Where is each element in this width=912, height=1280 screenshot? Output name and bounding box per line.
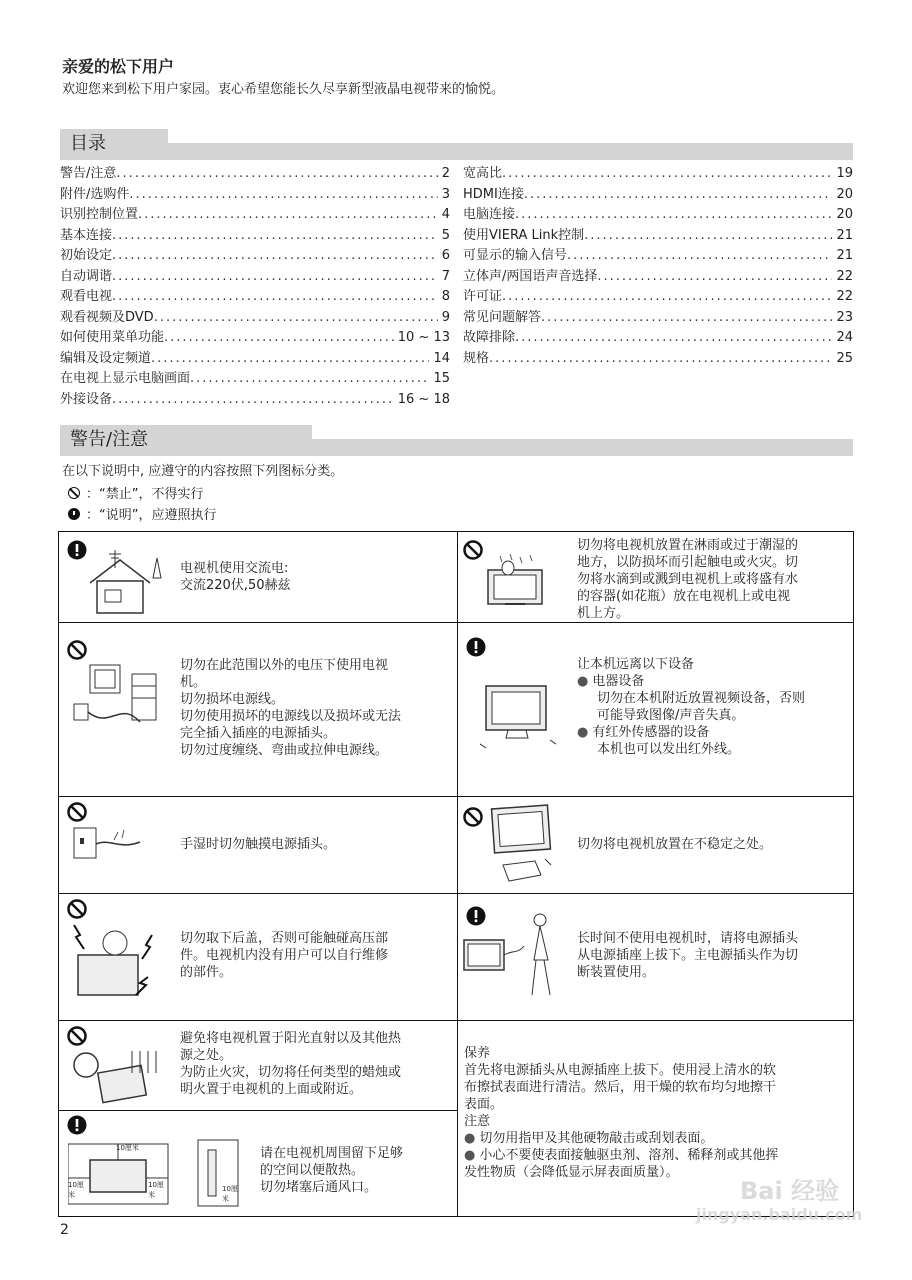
high-voltage-illustration (70, 915, 160, 1010)
text-line: 切勿将电视机放置在淋雨或过于潮湿的 (577, 538, 799, 553)
warning-heading: 警告/注意 (60, 425, 312, 455)
exclamation-icon (67, 540, 87, 560)
clearance-top-label: 10厘米 (116, 1144, 139, 1152)
toc-entry-page: 22 (836, 289, 853, 304)
toc-leader-dots (567, 246, 832, 267)
keep-away-bullet-1-text (577, 690, 805, 724)
cell-unplug (577, 930, 798, 981)
text-line: 长时间不使用电视机时，请将电源插头 (577, 931, 799, 946)
text-line: 切勿损坏电源线。 (180, 692, 285, 707)
toc-leader-dots (515, 205, 832, 226)
cell-keep-away (577, 656, 805, 758)
toc-entry[interactable] (60, 205, 450, 226)
toc-leader-dots (112, 246, 438, 267)
toc-entry-page: 16 ~ 18 (397, 391, 450, 407)
prohibit-icon (463, 807, 483, 827)
toc-entry-page: 21 (836, 248, 853, 263)
toc-entry-label: 常见问题解答 (463, 309, 542, 325)
toc-entry-label: 外接设备 (60, 391, 113, 407)
tv-rain-illustration (480, 552, 550, 614)
toc-entry-label: 基本连接 (60, 227, 113, 243)
text-line: 明火置于电视机的上面或附近。 (180, 1082, 363, 1097)
text-line: 的容器(如花瓶）放在电视机上或电视 (577, 589, 791, 604)
toc-entry-page: 9 (441, 309, 450, 325)
text-line: 从电源插座上拔下。主电源插头作为切 (577, 948, 799, 963)
toc-entry[interactable] (60, 349, 450, 370)
toc-entry-page: 24 (836, 330, 853, 345)
exclamation-icon (68, 508, 80, 520)
toc-entry-label: 电脑连接 (463, 207, 516, 222)
toc-leader-dots (584, 226, 832, 247)
baidu-watermark (690, 1165, 870, 1225)
toc-entry[interactable] (60, 246, 450, 267)
toc-right-column (463, 164, 853, 369)
cell-ac-power (180, 560, 291, 594)
text-line: 表面。 (464, 1097, 504, 1112)
text-line: 机上方。 (577, 606, 630, 621)
toc-entry-label: 观看电视 (60, 289, 113, 304)
tv-stand-illustration (480, 680, 556, 752)
text-line: 请在电视机周围留下足够 (260, 1146, 404, 1161)
toc-leader-dots (112, 226, 438, 247)
toc-entry-page: 15 (433, 371, 450, 386)
toc-leader-dots (138, 205, 438, 226)
text-line: 首先将电源插头从电源插座上拔下。使用浸上清水的软 (464, 1063, 777, 1078)
toc-entry[interactable] (463, 185, 853, 206)
text-line: 切勿过度缠绕、弯曲或拉伸电源线。 (180, 743, 389, 758)
care-note-1: ● 切勿用指甲及其他硬物敲击或刮划表面。 (464, 1130, 848, 1147)
toc-leader-dots (112, 390, 394, 411)
text-line: 布擦拭表面进行清洁。然后，用干燥的软布均匀地擦干 (464, 1080, 777, 1095)
text-line: 源之处。 (180, 1048, 233, 1063)
text-line: 切勿使用损坏的电源线以及损坏或无法 (180, 709, 402, 724)
toc-leader-dots (116, 164, 437, 185)
text-line: 勿将水滴到或溅到电视机上或将盛有水 (577, 572, 799, 587)
toc-leader-dots (190, 369, 429, 390)
text-line: 机。 (180, 675, 207, 690)
toc-entry[interactable] (463, 267, 853, 288)
text-line: 可能导致图像/声音失真。 (597, 708, 745, 723)
toc-leader-dots (151, 349, 429, 370)
toc-leader-dots (112, 287, 438, 308)
sun-heat-illustration (70, 1045, 170, 1107)
toc-entry-label: 可显示的输入信号 (463, 248, 568, 263)
toc-entry[interactable] (60, 369, 450, 390)
row-divider (58, 1020, 854, 1021)
watermark-url: jingyan.baidu.com (696, 1205, 863, 1224)
toc-entry-label: 警告/注意 (60, 166, 117, 181)
toc-entry[interactable] (463, 287, 853, 308)
care-title: 保养 (464, 1046, 491, 1061)
toc-entry-page: 6 (441, 248, 450, 263)
toc-entry-page: 20 (836, 207, 853, 222)
care-note-title: 注意 (464, 1114, 491, 1129)
toc-entry[interactable] (463, 328, 853, 349)
cell-moisture (577, 537, 798, 622)
cell-heat (180, 1030, 401, 1098)
cell-wet-hands: 手湿时切勿触摸电源插头。 (180, 837, 337, 852)
toc-entry-page: 21 (836, 227, 853, 243)
toc-entry[interactable] (60, 308, 450, 329)
toc-entry[interactable] (60, 185, 450, 206)
toc-entry-page: 22 (836, 268, 853, 284)
toc-entry-label: 使用VIERA Link控制 (463, 227, 585, 243)
toc-entry-label: 编辑及设定频道 (60, 350, 152, 366)
toc-entry-label: 自动调谐 (60, 268, 113, 284)
toc-entry-page: 14 (433, 350, 450, 366)
care-text (464, 1062, 848, 1113)
prohibit-icon (67, 640, 87, 660)
toc-entry[interactable] (60, 287, 450, 308)
toc-entry-label: 许可证 (463, 289, 503, 304)
toc-entry[interactable] (463, 349, 853, 370)
toc-leader-dots (502, 164, 832, 185)
unplug-woman-illustration (462, 910, 562, 1005)
text-line: 发性物质（会降低显示屏表面质量）。 (464, 1165, 679, 1180)
power-outlet-illustration (70, 660, 170, 740)
page-number: 2 (60, 1222, 69, 1238)
toc-entry-page: 4 (441, 207, 450, 222)
text-line: 的部件。 (180, 965, 233, 980)
exclamation-icon (466, 637, 486, 657)
toc-entry-label: 故障排除 (463, 330, 516, 345)
toc-entry-label: 识别控制位置 (60, 207, 139, 222)
legend-prohibit (68, 483, 203, 502)
row-divider (58, 1110, 458, 1111)
prohibit-icon (68, 487, 80, 499)
cell-ventilation (260, 1145, 403, 1196)
row-divider (58, 893, 854, 894)
warning-intro: 在以下说明中, 应遵守的内容按照下列图标分类。 (62, 464, 344, 479)
text-line: 断装置使用。 (577, 965, 656, 980)
text-line: 的空间以便散热。 (260, 1163, 365, 1178)
text-line: 切勿堵塞后通风口。 (260, 1180, 378, 1195)
text-line: 件。电视机内没有用户可以自行维修 (180, 948, 389, 963)
watermark-text: Bai 经验 (740, 1177, 840, 1205)
toc-entry[interactable] (60, 226, 450, 247)
toc-entry[interactable] (463, 226, 853, 247)
toc-heading: 目录 (60, 129, 168, 159)
toc-entry-page: 7 (441, 268, 450, 284)
toc-entry[interactable] (60, 328, 450, 349)
toc-entry-page: 2 (441, 166, 450, 181)
text-line: 完全插入插座的电源插头。 (180, 726, 337, 741)
toc-entry-label: 附件/选购件 (60, 186, 130, 202)
cell-care (464, 1045, 848, 1181)
toc-leader-dots (164, 328, 394, 349)
cell-back-cover (180, 930, 388, 981)
toc-entry-label: 立体声/两国语声音选择 (463, 268, 598, 284)
row-divider (58, 622, 854, 623)
toc-leader-dots (154, 308, 438, 329)
toc-entry-label: 宽高比 (463, 166, 503, 181)
toc-entry-page: 5 (441, 227, 450, 243)
prohibit-icon (67, 802, 87, 822)
text-line: 交流220伏,50赫兹 (180, 578, 291, 593)
clearance-right-label: 10厘米 (148, 1181, 164, 1199)
toc-entry[interactable] (463, 246, 853, 267)
text-line: 电视机使用交流电: (180, 561, 289, 576)
keep-away-bullet-1: ● 电器设备 (577, 673, 805, 690)
toc-entry-label: 规格 (463, 350, 490, 366)
text-line: 小心不要使表面接触驱虫剂、溶剂、稀释剂或其他挥 (479, 1148, 779, 1163)
toc-entry-page: 10 ~ 13 (397, 330, 450, 345)
house-antenna-illustration (85, 548, 165, 618)
toc-leader-dots (112, 267, 438, 288)
text-line: 为防止火灾，切勿将任何类型的蜡烛或 (180, 1065, 402, 1080)
keep-away-title: 让本机远离以下设备 (577, 657, 695, 672)
greeting-text: 欢迎您来到松下用户家园。衷心希望您能长久尽享新型液晶电视带来的愉悦。 (62, 82, 505, 97)
toc-entry-label: 初始设定 (60, 248, 113, 263)
unstable-tv-illustration (485, 803, 555, 885)
toc-leader-dots (541, 308, 832, 329)
greeting-title: 亲爱的松下用户 (62, 57, 175, 76)
legend-note (68, 504, 216, 523)
text-line: 切勿取下后盖，否则可能触碰高压部 (180, 931, 389, 946)
grid-divider (457, 531, 458, 1217)
clearance-left-label: 10厘米 (68, 1181, 84, 1199)
legend-prohibit-text: ：“禁止”，不得实行 (86, 487, 204, 502)
toc-entry-label: 如何使用菜单功能 (60, 330, 165, 345)
wet-hand-plug-illustration (70, 820, 150, 870)
toc-entry[interactable] (463, 308, 853, 329)
toc-entry[interactable] (60, 164, 450, 185)
toc-entry-page: 25 (836, 350, 853, 366)
text-line: 切勿在本机附近放置视频设备，否则 (597, 691, 806, 706)
toc-left-column (60, 164, 450, 410)
toc-leader-dots (129, 185, 437, 206)
toc-leader-dots (502, 287, 832, 308)
text-line: 切勿在此范围以外的电压下使用电视 (180, 658, 389, 673)
text-line: 避免将电视机置于阳光直射以及其他热 (180, 1031, 402, 1046)
toc-leader-dots (489, 349, 832, 370)
toc-entry[interactable] (60, 390, 450, 411)
toc-entry-label: HDMI连接 (463, 186, 524, 202)
row-divider (58, 796, 854, 797)
text-line: 地方，以防损坏而引起触电或火灾。切 (577, 555, 799, 570)
keep-away-bullet-2: ● 有红外传感器的设备 (577, 724, 805, 741)
toc-entry-page: 23 (836, 309, 853, 325)
legend-note-text: ：“说明”，应遵照执行 (86, 508, 217, 523)
exclamation-icon (67, 1115, 87, 1135)
clearance-rear-label: 10厘米 (222, 1185, 238, 1203)
toc-entry-page: 20 (836, 186, 853, 202)
toc-leader-dots (515, 328, 832, 349)
cell-unstable: 切勿将电视机放置在不稳定之处。 (577, 837, 773, 852)
toc-entry-label: 观看视频及DVD (60, 309, 154, 325)
toc-entry[interactable] (463, 205, 853, 226)
toc-leader-dots (597, 267, 832, 288)
toc-entry[interactable] (60, 267, 450, 288)
toc-entry[interactable] (463, 164, 853, 185)
prohibit-icon (67, 1026, 87, 1046)
toc-entry-label: 在电视上显示电脑画面 (60, 371, 191, 386)
keep-away-bullet-2-text: 本机也可以发出红外线。 (597, 742, 741, 757)
toc-entry-page: 3 (441, 186, 450, 202)
toc-entry-page: 8 (441, 289, 450, 304)
toc-entry-page: 19 (836, 166, 853, 181)
cell-voltage-cord (180, 657, 401, 759)
toc-heading-bar (60, 143, 853, 160)
toc-leader-dots (524, 185, 833, 206)
